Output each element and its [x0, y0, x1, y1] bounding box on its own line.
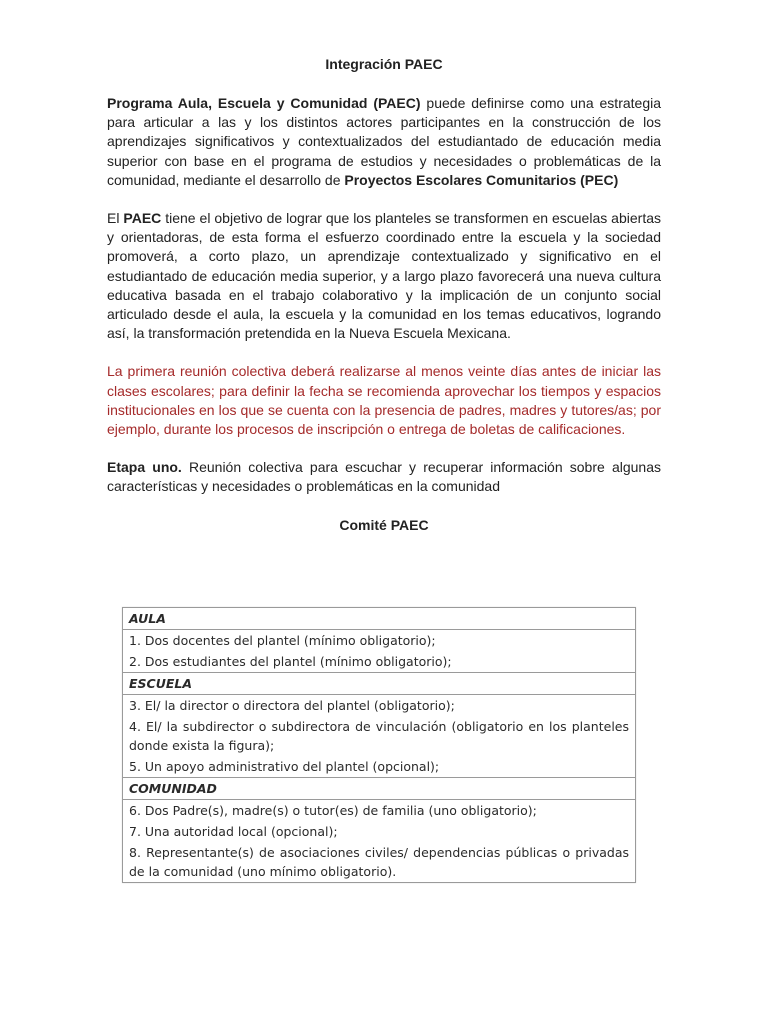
member-row [123, 842, 635, 882]
paec-term: Programa Aula, Escuela y Comunidad (PAEC) [107, 95, 421, 111]
member-item: 7. Una autoridad local (opcional); [129, 824, 338, 839]
paragraph-paec-objective [107, 209, 661, 343]
member-row [123, 800, 635, 822]
section-header: AULA [123, 608, 635, 630]
member-item: 8. Representante(s) de asociaciones civiles/ dependencias públicas o privadas de la comunidad (uno mínimo obligatorio). [129, 845, 629, 879]
member-item: 4. El/ la subdirector o subdirectora de vinculación (obligatorio en los planteles donde exista la figura); [129, 719, 629, 753]
section-header: COMUNIDAD [123, 778, 635, 800]
member-row [123, 651, 635, 673]
member-row [123, 821, 635, 842]
member-item: 1. Dos docentes del plantel (mínimo obligatorio); [129, 633, 436, 648]
member-item: 5. Un apoyo administrativo del plantel (opcional); [129, 759, 440, 774]
section-header: ESCUELA [123, 673, 635, 695]
paragraph-first-meeting: La primera reunión colectiva deberá realizarse al menos veinte días antes de iniciar las clases escolares; para definir la fecha se recomienda aprovechar los tiempos y espacios institucionales en los que se cuenta con la presencia de padres, madres y tutores/as; por ejemplo, durante los procesos de inscripción o entrega de boletas de calificaciones. [107, 363, 661, 438]
paec-definition-text: puede definirse como una estrategia para articular a las y los distintos actores participantes en la construcción de los aprendizajes significativos y contextualizados del estudiantado de educación media superior con base en el programa de estudios y necesidades o problemáticas de la comunidad, mediante el desarrollo de [107, 95, 661, 188]
member-row [123, 695, 635, 717]
objective-text: tiene el objetivo de lograr que los planteles se transformen en escuelas abiertas y orientadoras, de esta forma el esfuerzo coordinado entre la escuela y la sociedad promoverá, a corto plazo, un aprendizaje contextualizado y significativo en el estudiantado de educación media superior, y a largo plazo favorecerá una nueva cultura educativa basada en el trabajo colaborativo y la implicación de un conjunto social articulado desde el aula, la escuela y la comunidad en los temas educativos, logrando así, la transformación pretendida en la Nueva Escuela Mexicana. [107, 210, 661, 342]
document-title: Integración PAEC [325, 56, 443, 72]
section-header-row [123, 778, 635, 800]
objective-intro: El [107, 210, 124, 227]
member-item: 3. El/ la director o directora del plantel (obligatorio); [129, 698, 455, 713]
member-item: 6. Dos Padre(s), madre(s) o tutor(es) de familia (uno obligatorio); [129, 803, 537, 818]
document-body [107, 54, 661, 547]
pec-term: Proyectos Escolares Comunitarios (PEC) [344, 171, 619, 188]
stage-one-text: Reunión colectiva para escuchar y recuperar información sobre algunas características y necesidades o problemáticas en la comunidad [107, 459, 661, 495]
paec-abbrev: PAEC [123, 210, 162, 227]
committee-title: Comité PAEC [339, 516, 429, 533]
committee-table-grid [123, 608, 635, 882]
paragraph-stage-one [107, 458, 661, 496]
section-header-row [123, 608, 635, 630]
paragraph-paec-definition [107, 94, 661, 190]
member-row [123, 756, 635, 778]
member-row [123, 630, 635, 652]
committee-table [122, 607, 636, 883]
member-row [123, 716, 635, 756]
stage-one-label: Etapa uno. [107, 459, 182, 476]
section-header-row [123, 673, 635, 695]
member-item: 2. Dos estudiantes del plantel (mínimo obligatorio); [129, 654, 452, 669]
